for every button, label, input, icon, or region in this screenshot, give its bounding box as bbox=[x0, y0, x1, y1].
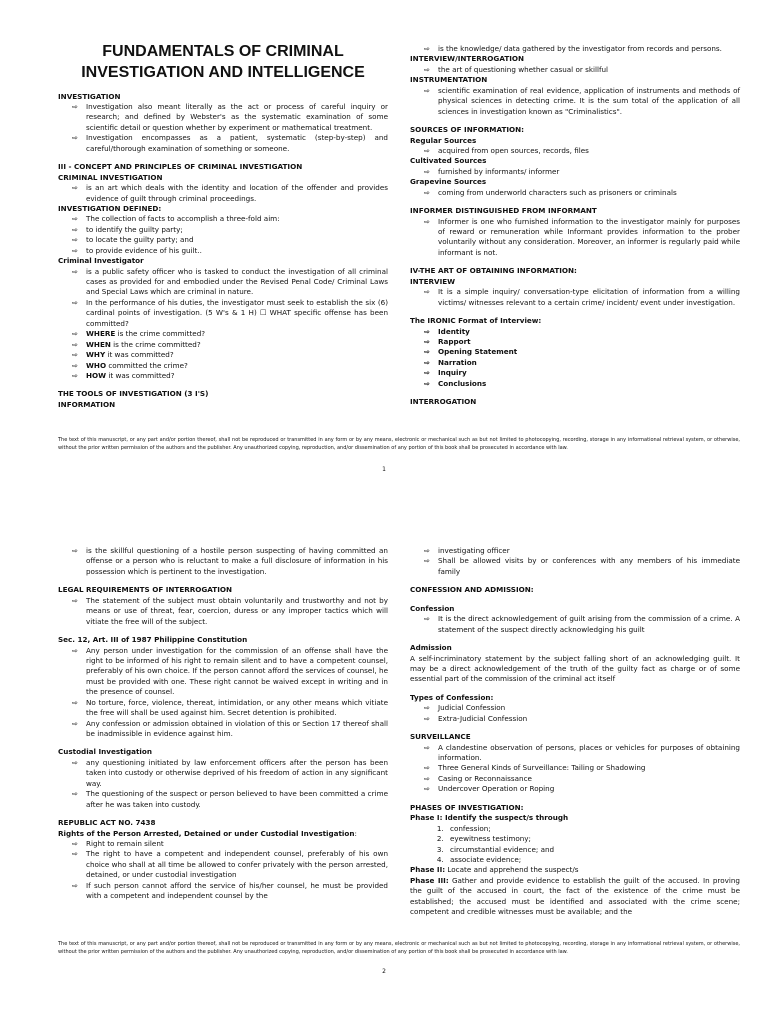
arrow-bullet-icon: ⇨ bbox=[72, 214, 79, 224]
ra-7438-heading: REPUBLIC ACT NO. 7438 bbox=[58, 818, 156, 828]
list-item-text: Casing or Reconnaissance bbox=[438, 773, 532, 783]
list-item bbox=[424, 188, 740, 198]
list-item bbox=[72, 881, 388, 902]
list-item bbox=[72, 267, 388, 298]
list-item bbox=[424, 44, 740, 54]
list-item-text: any questioning initiated by law enforcement officers after the person has been taken into custody or otherwise deprived of his freedom of action in any significant way. bbox=[86, 757, 388, 788]
investigation-defined-list bbox=[58, 214, 388, 256]
list-item bbox=[424, 358, 740, 368]
list-item-text: eyewitness testimony; bbox=[450, 834, 531, 844]
list-item bbox=[446, 845, 740, 855]
list-item-text: Undercover Operation or Roping bbox=[438, 784, 555, 794]
list-item-text: circumstantial evidence; and bbox=[450, 844, 555, 854]
information-heading: INFORMATION bbox=[58, 399, 116, 409]
sec12-list bbox=[58, 646, 388, 740]
list-item-text: Investigation also meant literally as the act or process of careful inquiry or research; and defined by Webster's as the systematic examination of some scientific detail or question whether by experiment or mathematical treatment. bbox=[86, 102, 388, 132]
list-item bbox=[72, 102, 388, 133]
phase3-label: Phase III: bbox=[410, 875, 449, 885]
list-item-text: coming from underworld characters such as prisoners or criminals bbox=[438, 187, 677, 197]
instrumentation-heading: INSTRUMENTATION bbox=[410, 75, 488, 85]
list-item-text: Judicial Confession bbox=[438, 703, 506, 713]
arrow-bullet-icon: ⇨ bbox=[424, 742, 431, 752]
page2-right-column bbox=[410, 546, 740, 918]
arrow-bullet-icon: ⇨ bbox=[72, 235, 79, 245]
arrow-bullet-icon: ⇨ bbox=[424, 85, 431, 95]
arrow-bullet-icon: ⇨ bbox=[424, 546, 431, 555]
cardinal-point-item bbox=[72, 361, 388, 371]
arrow-bullet-icon: ⇨ bbox=[72, 595, 79, 605]
list-item bbox=[72, 789, 388, 810]
list-item-text: to locate the guilty party; and bbox=[86, 235, 194, 245]
types-confession-heading: Types of Confession: bbox=[410, 692, 494, 702]
list-item bbox=[72, 133, 388, 154]
rights-heading-line bbox=[58, 829, 388, 839]
phase3-text: Gather and provide evidence to establish the guilt of the accused. In proving the guilt of the accused in court, the fact of the existence of the crime must be established; the accused must be identified and associated with the crime scene; competent and credible witnesses must be available; and the bbox=[410, 875, 740, 917]
custodial-list bbox=[58, 758, 388, 810]
list-item-text: investigating officer bbox=[438, 546, 510, 555]
sec12-heading: Sec. 12, Art. III of 1987 Philippine Constitution bbox=[58, 635, 248, 645]
custodial-heading: Custodial Investigation bbox=[58, 747, 152, 757]
criminal-investigation-heading: CRIMINAL INVESTIGATION bbox=[58, 172, 163, 182]
page-number-1: 1 bbox=[382, 466, 386, 473]
list-item-text: furnished by informants/ informer bbox=[438, 166, 560, 176]
interview-list bbox=[410, 287, 740, 308]
cardinal-keyword: HOW bbox=[86, 370, 107, 380]
cardinal-question: it was committed? bbox=[105, 350, 174, 360]
cardinal-point-item bbox=[72, 350, 388, 360]
copyright-footer-1: The text of this manuscript, or any part and/or portion thereof, shall not be reproduced or transmitted in any form or by any means, electronic or mechanical such as but not limited to photocopying, recording, storage in any informational retrieval system, or otherwise, without the prior written permission of the authors and the publisher. Any unauthorized copying, reproduction, and/or dissemination of any portion of this book shall be prosecuted in accordance with law. bbox=[58, 437, 740, 451]
interview-interrogation-heading: INTERVIEW/INTERROGATION bbox=[410, 54, 525, 64]
arrow-bullet-icon: ⇨ bbox=[72, 329, 79, 339]
legal-requirements-heading: LEGAL REQUIREMENTS OF INTERROGATION bbox=[58, 585, 233, 595]
legal-requirements-list bbox=[58, 596, 388, 627]
interview-heading: INTERVIEW bbox=[410, 276, 456, 286]
page2-left-column bbox=[58, 546, 388, 902]
list-item-text: No torture, force, violence, thereat, intimidation, or any other means which vitiate the free will shall be used against him. Secret detention is prohibited. bbox=[86, 697, 388, 718]
rights-heading-colon: : bbox=[354, 828, 357, 838]
cardinal-question: it was committed? bbox=[106, 370, 175, 380]
list-item bbox=[424, 763, 740, 773]
cardinal-point-item bbox=[72, 371, 388, 381]
arrow-bullet-icon: ⇨ bbox=[424, 216, 431, 226]
list-item bbox=[72, 298, 388, 329]
arrow-bullet-icon: ⇨ bbox=[72, 838, 79, 848]
arrow-bullet-icon: ⇨ bbox=[72, 339, 79, 349]
arrow-bullet-icon: ⇨ bbox=[424, 347, 431, 357]
investigation-defined-heading: INVESTIGATION DEFINED: bbox=[58, 203, 162, 213]
page1-left-column bbox=[58, 42, 388, 410]
phase2-label: Phase II: bbox=[410, 865, 446, 875]
list-item-text: is the skillful questioning of a hostile person suspecting of having committed an offense or a person who is reluctant to make a full disclosure of information in his possession which is pertinent to the investigation. bbox=[86, 546, 388, 576]
list-item-text: Rapport bbox=[438, 336, 471, 346]
list-item-text: Inquiry bbox=[438, 368, 467, 378]
arrow-bullet-icon: ⇨ bbox=[424, 368, 431, 378]
cultivated-sources-list bbox=[410, 167, 740, 177]
list-item-text: Extra-Judicial Confession bbox=[438, 713, 528, 723]
arrow-bullet-icon: ⇨ bbox=[72, 266, 79, 276]
confession-list bbox=[410, 614, 740, 635]
arrow-bullet-icon: ⇨ bbox=[72, 102, 79, 112]
list-item-text: is the knowledge/ data gathered by the investigator from records and persons. bbox=[438, 44, 722, 53]
interrogation-heading: INTERROGATION bbox=[410, 397, 477, 407]
list-item bbox=[424, 774, 740, 784]
interview-interrogation-list bbox=[410, 65, 740, 75]
list-item-text: Opening Statement bbox=[438, 347, 518, 357]
arrow-bullet-icon: ⇨ bbox=[424, 287, 431, 297]
sources-heading: SOURCES OF INFORMATION: bbox=[410, 125, 525, 135]
tools-heading: THE TOOLS OF INVESTIGATION (3 I'S) bbox=[58, 389, 209, 399]
arrow-bullet-icon: ⇨ bbox=[72, 849, 79, 859]
phase3-line bbox=[410, 876, 740, 918]
list-item-text: confession; bbox=[450, 823, 491, 833]
list-item bbox=[72, 646, 388, 698]
arrow-bullet-icon: ⇨ bbox=[72, 133, 79, 143]
list-item-text: Narration bbox=[438, 357, 477, 367]
list-item-text: to identify the guilty party; bbox=[86, 224, 183, 234]
cardinal-question: committed the crime? bbox=[106, 360, 188, 370]
list-item-text: Informer is one who furnished information to the investigator mainly for purposes of reward or remuneration while Informant provides information to the prober voluntarily without any consideration. Moreover, an informer is regularly paid while informant is not. bbox=[438, 216, 740, 257]
rights-list bbox=[58, 839, 388, 902]
copyright-footer-2: The text of this manuscript, or any part and/or portion thereof, shall not be reproduced or transmitted in any form or by any means, electronic or mechanical such as but not limited to photocopying, recording, storage in any informational retrieval system, or otherwise, without the prior written permission of the authors and the publisher. Any unauthorized copying, reproduction, and/or dissemination of any portion of this book shall be prosecuted in accordance with law. bbox=[58, 941, 740, 955]
list-item bbox=[424, 556, 740, 577]
arrow-bullet-icon: ⇨ bbox=[424, 166, 431, 176]
list-item-text: The collection of facts to accomplish a three-fold aim: bbox=[86, 214, 280, 224]
list-item-text: Conclusions bbox=[438, 378, 487, 388]
list-item bbox=[72, 758, 388, 789]
phase1-list bbox=[410, 824, 740, 866]
arrow-bullet-icon: ⇨ bbox=[72, 757, 79, 767]
information-list bbox=[410, 44, 740, 54]
list-item-text: It is a simple inquiry/ conversation-type elicitation of information from a willing victims/ witnesses relevant to a certain crime/ incident/ event under investigation. bbox=[438, 287, 740, 307]
list-item bbox=[72, 839, 388, 849]
list-item bbox=[72, 719, 388, 740]
phase2-text: Locate and apprehend the suspect/s bbox=[445, 865, 579, 875]
list-item-text: The statement of the subject must obtain voluntarily and trustworthy and not by means or use of threat, fear, coercion, duress or any improper tactics which will vitiate the free will of the subject. bbox=[86, 595, 388, 626]
criminal-investigator-list bbox=[58, 267, 388, 330]
cardinal-keyword: WHERE bbox=[86, 329, 116, 339]
list-item-text: acquired from open sources, records, files bbox=[438, 145, 589, 155]
list-item bbox=[424, 784, 740, 794]
phases-heading: PHASES OF INVESTIGATION: bbox=[410, 802, 524, 812]
list-item bbox=[424, 337, 740, 347]
surveillance-heading: SURVEILLANCE bbox=[410, 732, 471, 742]
list-item-text: associate evidence; bbox=[450, 854, 522, 864]
regular-sources-heading: Regular Sources bbox=[410, 135, 477, 145]
grapevine-sources-heading: Grapevine Sources bbox=[410, 177, 487, 187]
grapevine-sources-list bbox=[410, 188, 740, 198]
interrogation-list bbox=[58, 546, 388, 577]
list-item-text: Any confession or admission obtained in violation of this or Section 17 thereof shall be inadmissible in evidence against him. bbox=[86, 718, 388, 738]
list-item-text: Shall be allowed visits by or conferences with any members of his immediate family bbox=[438, 556, 740, 576]
ironic-list bbox=[410, 327, 740, 390]
page-2 bbox=[0, 512, 768, 1024]
list-item-text: The questioning of the suspect or person believed to have been committed a crime after he was taken into custody. bbox=[86, 789, 388, 809]
list-item bbox=[72, 214, 388, 224]
investigation-list bbox=[58, 102, 388, 154]
list-item bbox=[424, 287, 740, 308]
arrow-bullet-icon: ⇨ bbox=[72, 789, 79, 799]
informer-heading: INFORMER DISTINGUISHED FROM INFORMANT bbox=[410, 206, 597, 216]
list-item bbox=[424, 379, 740, 389]
criminal-investigation-list bbox=[58, 183, 388, 204]
arrow-bullet-icon: ⇨ bbox=[72, 718, 79, 728]
list-item-text: Right to remain silent bbox=[86, 838, 164, 848]
list-item-text: Any person under investigation for the commission of an offense shall have the right to be informed of his right to remain silent and to have a competent counsel, preferably of his own choice. If the person cannot afford the services of counsel, he must be provided with one. These right cannot be waived except in writing and in the presence of counsel. bbox=[86, 645, 388, 697]
list-item bbox=[72, 698, 388, 719]
arrow-bullet-icon: ⇨ bbox=[424, 336, 431, 346]
list-item bbox=[424, 146, 740, 156]
admission-heading: Admission bbox=[410, 643, 452, 653]
top-continued-list bbox=[410, 546, 740, 577]
types-confession-list bbox=[410, 703, 740, 724]
arrow-bullet-icon: ⇨ bbox=[424, 44, 431, 53]
arrow-bullet-icon: ⇨ bbox=[72, 546, 79, 555]
list-item bbox=[424, 546, 740, 556]
list-item-text: Investigation encompasses as a patient, systematic (step-by-step) and careful/thorough examination of something or someone. bbox=[86, 133, 388, 153]
confession-admission-heading: CONFESSION AND ADMISSION: bbox=[410, 585, 534, 595]
art-heading: IV-THE ART OF OBTAINING INFORMATION: bbox=[410, 266, 577, 276]
ironic-heading: The IRONIC Format of Interview: bbox=[410, 316, 542, 326]
list-item bbox=[424, 703, 740, 713]
list-item-text: The right to have a competent and independent counsel, preferably of his own choice who shall at all time be allowed to confer privately with the person arrested, detained, or under custodial investigation bbox=[86, 849, 388, 880]
list-item-text: If such person cannot afford the service of his/her counsel, he must be provided with a competent and independent counsel by the bbox=[86, 880, 388, 901]
concept-heading: III - CONCEPT AND PRINCIPLES OF CRIMINAL INVESTIGATION bbox=[58, 162, 303, 172]
list-item bbox=[424, 217, 740, 259]
arrow-bullet-icon: ⇨ bbox=[72, 880, 79, 890]
informer-list bbox=[410, 217, 740, 259]
arrow-bullet-icon: ⇨ bbox=[424, 713, 431, 723]
arrow-bullet-icon: ⇨ bbox=[72, 645, 79, 655]
list-item bbox=[446, 834, 740, 844]
list-item-text: Three General Kinds of Surveillance: Tailing or Shadowing bbox=[438, 763, 646, 773]
arrow-bullet-icon: ⇨ bbox=[424, 763, 431, 773]
list-item bbox=[72, 225, 388, 235]
cardinal-question: is the crime committed? bbox=[115, 329, 206, 339]
list-item bbox=[424, 347, 740, 357]
list-item bbox=[72, 546, 388, 577]
arrow-bullet-icon: ⇨ bbox=[424, 357, 431, 367]
arrow-bullet-icon: ⇨ bbox=[424, 556, 431, 566]
arrow-bullet-icon: ⇨ bbox=[424, 64, 431, 74]
arrow-bullet-icon: ⇨ bbox=[424, 187, 431, 197]
rights-heading: Rights of the Person Arrested, Detained or under Custodial Investigation bbox=[58, 828, 355, 838]
list-item bbox=[424, 714, 740, 724]
list-item bbox=[424, 614, 740, 635]
arrow-bullet-icon: ⇨ bbox=[424, 773, 431, 783]
list-item bbox=[72, 596, 388, 627]
list-item bbox=[424, 327, 740, 337]
cardinal-point-item bbox=[72, 340, 388, 350]
arrow-bullet-icon: ⇨ bbox=[72, 370, 79, 380]
list-item bbox=[72, 235, 388, 245]
list-item bbox=[446, 824, 740, 834]
arrow-bullet-icon: ⇨ bbox=[72, 245, 79, 255]
list-item-text: to provide evidence of his guilt.. bbox=[86, 245, 202, 255]
list-item bbox=[446, 855, 740, 865]
arrow-bullet-icon: ⇨ bbox=[72, 224, 79, 234]
list-item-text: is a public safety officer who is tasked to conduct the investigation of all criminal cases as provided for and embodied under the Revised Penal Code/ Criminal Laws and Special Laws which are criminal in nature. bbox=[86, 266, 388, 297]
arrow-bullet-icon: ⇨ bbox=[424, 614, 431, 624]
admission-text: A self-incriminatory statement by the subject falling short of an acknowledging guilt. It may be a direct acknowledgement of the truth of the guilty fact as charge or of some essential part of the commission of the criminal act itself bbox=[410, 653, 740, 684]
list-item-text: is an art which deals with the identity and location of the offender and provides evidence of guilt through criminal proceedings. bbox=[86, 183, 388, 203]
arrow-bullet-icon: ⇨ bbox=[424, 784, 431, 794]
list-item bbox=[72, 183, 388, 204]
list-item bbox=[424, 86, 740, 117]
list-item-text: It is the direct acknowledgement of guilt arising from the commission of a crime. A statement of the suspect directly acknowledging his guilt bbox=[438, 614, 740, 634]
cardinal-point-item bbox=[72, 329, 388, 339]
list-item-text: scientific examination of real evidence, application of instruments and methods of physical sciences in detecting crime. It is the sum total of the application of all sciences in investigation known as "Criminalistics". bbox=[438, 85, 740, 116]
list-item bbox=[424, 65, 740, 75]
list-item-text: In the performance of his duties, the investigator must seek to establish the six (6) cardinal points of investigation. (5 W's & 1 H) ☐ WHAT specific offense has been committed? bbox=[86, 297, 388, 328]
list-item-text: Identity bbox=[438, 326, 470, 336]
list-item-text: the art of questioning whether casual or skillful bbox=[438, 64, 609, 74]
cardinal-keyword: WHEN bbox=[86, 339, 111, 349]
page-number-2: 2 bbox=[382, 968, 386, 975]
cardinal-points-list bbox=[58, 329, 388, 381]
surveillance-list bbox=[410, 743, 740, 795]
list-item bbox=[424, 368, 740, 378]
arrow-bullet-icon: ⇨ bbox=[72, 360, 79, 370]
cardinal-keyword: WHY bbox=[86, 350, 106, 360]
cultivated-sources-heading: Cultivated Sources bbox=[410, 156, 487, 166]
arrow-bullet-icon: ⇨ bbox=[424, 145, 431, 155]
cardinal-question: is the crime committed? bbox=[110, 339, 201, 349]
arrow-bullet-icon: ⇨ bbox=[424, 703, 431, 713]
arrow-bullet-icon: ⇨ bbox=[72, 183, 79, 193]
arrow-bullet-icon: ⇨ bbox=[72, 350, 79, 360]
page1-right-column bbox=[410, 44, 740, 408]
arrow-bullet-icon: ⇨ bbox=[72, 697, 79, 707]
document-title: FUNDAMENTALS OF CRIMINAL INVESTIGATION AND INTELLIGENCE bbox=[81, 43, 365, 81]
arrow-bullet-icon: ⇨ bbox=[72, 297, 79, 307]
arrow-bullet-icon: ⇨ bbox=[424, 378, 431, 388]
arrow-bullet-icon: ⇨ bbox=[424, 326, 431, 336]
instrumentation-list bbox=[410, 86, 740, 117]
list-item bbox=[424, 743, 740, 764]
list-item bbox=[72, 849, 388, 880]
list-item bbox=[72, 246, 388, 256]
investigation-heading: INVESTIGATION bbox=[58, 91, 121, 101]
criminal-investigator-heading: Criminal Investigator bbox=[58, 256, 144, 266]
phase2-line bbox=[410, 865, 740, 875]
list-item-text: A clandestine observation of persons, places or vehicles for purposes of obtaining information. bbox=[438, 742, 740, 762]
list-item bbox=[424, 167, 740, 177]
phase1-heading: Phase I: Identify the suspect/s through bbox=[410, 813, 569, 823]
confession-heading: Confession bbox=[410, 603, 455, 613]
cardinal-keyword: WHO bbox=[86, 360, 107, 370]
regular-sources-list bbox=[410, 146, 740, 156]
